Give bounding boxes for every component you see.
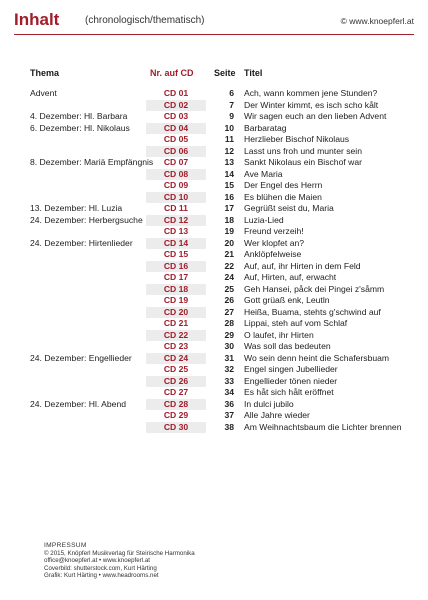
imprint-line: © 2015, Knöpferl Musikverlag für Steirische Harmonika <box>44 549 195 557</box>
row-cd-number: CD 09 <box>163 180 189 190</box>
row-cd-number: CD 07 <box>163 157 189 167</box>
row-page-number: 24 <box>224 272 234 282</box>
row-cd-number: CD 26 <box>146 376 206 388</box>
row-title: Wer klopfet an? <box>244 237 305 248</box>
row-cd-number: CD 02 <box>146 100 206 112</box>
row-page-number: 17 <box>224 203 234 213</box>
row-page-number: 14 <box>224 168 234 179</box>
row-cd-number: CD 10 <box>146 192 206 204</box>
table-row <box>0 192 428 204</box>
row-cd-number: CD 30 <box>146 422 206 434</box>
row-thema: 4. Dezember: Hl. Barbara <box>30 111 128 121</box>
table-row <box>0 203 428 215</box>
row-page-number: 37 <box>224 410 234 420</box>
column-header-titel: Titel <box>244 68 263 78</box>
row-page-number: 13 <box>224 157 234 167</box>
row-cd-number: CD 17 <box>163 272 189 282</box>
table-row <box>0 123 428 135</box>
row-title: Auf, Hirten, auf, erwacht <box>244 272 337 282</box>
table-row <box>0 318 428 330</box>
row-page-number: 30 <box>224 341 234 351</box>
table-row <box>0 111 428 123</box>
row-cd-number: CD 13 <box>163 226 189 236</box>
row-thema: 13. Dezember: Hl. Luzia <box>30 203 123 213</box>
row-thema: 6. Dezember: Hl. Nikolaus <box>30 122 130 133</box>
row-page-number: 34 <box>224 387 234 397</box>
table-row <box>0 295 428 307</box>
table-row <box>0 134 428 146</box>
row-title: Geh Hansei, påck dei Pingei z'såmm <box>244 283 385 294</box>
table-row <box>0 169 428 181</box>
row-page-number: 31 <box>224 352 234 363</box>
page-title: Inhalt <box>14 10 60 29</box>
page-header <box>14 8 414 35</box>
row-title: Sankt Nikolaus ein Bischof war <box>244 157 362 167</box>
table-row <box>0 376 428 388</box>
row-title: Wo sein denn heint die Schafersbuam <box>244 352 390 363</box>
row-cd-number: CD 22 <box>146 330 206 342</box>
row-page-number: 19 <box>224 226 234 236</box>
contents-table <box>0 88 428 433</box>
row-page-number: 36 <box>224 398 234 409</box>
row-title: O laufet, ihr Hirten <box>244 329 314 340</box>
table-row <box>0 146 428 158</box>
row-cd-number: CD 29 <box>163 410 189 420</box>
row-page-number: 18 <box>224 214 234 225</box>
row-cd-number: CD 21 <box>163 318 189 328</box>
row-title: Alle Jahre wieder <box>244 410 310 420</box>
row-title: Engellieder tönen nieder <box>244 375 338 386</box>
table-row <box>0 410 428 422</box>
row-page-number: 21 <box>224 249 234 259</box>
row-cd-number: CD 18 <box>146 284 206 296</box>
table-row <box>0 330 428 342</box>
row-page-number: 33 <box>224 375 234 386</box>
imprint-line: office@knoepferl.at • www.knoepferl.at <box>44 557 151 565</box>
page-subtitle: (chronologisch/thematisch) <box>85 15 205 26</box>
row-cd-number: CD 23 <box>163 341 189 351</box>
row-cd-number: CD 11 <box>164 203 188 213</box>
row-thema: 24. Dezember: Herbergsuche <box>30 214 143 225</box>
imprint <box>44 542 195 580</box>
row-title: Luzia-Lied <box>244 214 284 225</box>
row-cd-number: CD 19 <box>163 295 189 305</box>
row-cd-number: CD 05 <box>163 134 189 144</box>
row-cd-number: CD 12 <box>146 215 206 227</box>
row-page-number: 15 <box>224 180 234 190</box>
row-title: Wir sagen euch an den lieben Advent <box>244 111 387 121</box>
row-cd-number: CD 28 <box>146 399 206 411</box>
row-title: Lippai, steh auf vom Schlaf <box>244 318 348 328</box>
row-page-number: 10 <box>224 122 234 133</box>
row-page-number: 25 <box>224 283 234 294</box>
row-cd-number: CD 06 <box>146 146 206 158</box>
table-row <box>0 422 428 434</box>
table-row <box>0 261 428 273</box>
row-page-number: 7 <box>229 99 234 110</box>
row-thema: 8. Dezember: Mariä Empfängnis <box>30 157 154 167</box>
row-title: Es håt sich hålt eröffnet <box>244 387 334 397</box>
table-row <box>0 88 428 100</box>
row-title: Gott grüaß enk, Leutln <box>244 295 330 305</box>
website-label: © www.knoepferl.at <box>340 16 414 26</box>
table-row <box>0 215 428 227</box>
imprint-title: IMPRESSUM <box>44 542 87 549</box>
column-header-thema: Thema <box>30 68 60 78</box>
row-cd-number: CD 20 <box>146 307 206 319</box>
table-row <box>0 307 428 319</box>
row-page-number: 12 <box>224 145 234 156</box>
row-page-number: 9 <box>229 111 234 121</box>
row-cd-number: CD 08 <box>146 169 206 181</box>
row-cd-number: CD 15 <box>163 249 189 259</box>
row-cd-number: CD 14 <box>146 238 206 250</box>
row-title: Barbaratag <box>244 122 287 133</box>
row-thema: 24. Dezember: Hl. Abend <box>30 398 127 409</box>
row-page-number: 32 <box>224 364 234 374</box>
row-cd-number: CD 27 <box>163 387 189 397</box>
table-row <box>0 341 428 353</box>
row-title: Engel singen Jubellieder <box>244 364 338 374</box>
row-thema: 24. Dezember: Engellieder <box>30 352 132 363</box>
row-cd-number: CD 16 <box>146 261 206 273</box>
row-title: Freund verzeih! <box>244 226 304 236</box>
row-page-number: 26 <box>224 295 234 305</box>
row-cd-number: CD 01 <box>163 88 189 98</box>
row-title: Anklöpfelweise <box>244 249 302 259</box>
row-title: Lasst uns froh und munter sein <box>244 145 362 156</box>
row-title: Ave Maria <box>244 168 283 179</box>
row-page-number: 20 <box>224 237 234 248</box>
row-title: Der Engel des Herrn <box>244 180 323 190</box>
column-header-seite: Seite <box>214 68 236 78</box>
row-page-number: 6 <box>229 88 234 98</box>
table-row <box>0 157 428 169</box>
table-row <box>0 284 428 296</box>
row-title: Herzlieber Bischof Nikolaus <box>244 134 350 144</box>
table-row <box>0 399 428 411</box>
table-row <box>0 387 428 399</box>
row-page-number: 28 <box>224 318 234 328</box>
row-page-number: 16 <box>224 191 234 202</box>
row-title: Heißa, Buama, stehts g'schwind auf <box>244 306 381 317</box>
row-title: In dulci jubilo <box>244 398 294 409</box>
table-row <box>0 180 428 192</box>
row-page-number: 27 <box>224 306 234 317</box>
table-row <box>0 249 428 261</box>
table-row <box>0 364 428 376</box>
row-page-number: 22 <box>224 260 234 271</box>
row-title: Auf, auf, ihr Hirten in dem Feld <box>244 260 361 271</box>
row-cd-number: CD 04 <box>146 123 206 135</box>
table-row <box>0 353 428 365</box>
row-cd-number: CD 24 <box>146 353 206 365</box>
row-title: Gegrüßt seist du, Maria <box>244 203 334 213</box>
row-title: Am Weihnachtsbaum die Lichter brennen <box>244 421 402 432</box>
row-title: Ach, wann kommen jene Stunden? <box>244 88 378 98</box>
row-title: Es blühen die Maien <box>244 191 322 202</box>
column-header-cd: Nr. auf CD <box>150 68 194 78</box>
imprint-line: Coverbild: shutterstock.com, Kurt Härting <box>44 564 157 572</box>
row-title: Der Winter kimmt, es isch scho kålt <box>244 99 379 110</box>
row-page-number: 11 <box>224 134 234 144</box>
table-row <box>0 238 428 250</box>
table-row <box>0 100 428 112</box>
row-page-number: 29 <box>224 329 234 340</box>
row-page-number: 38 <box>224 421 234 432</box>
table-row <box>0 226 428 238</box>
table-row <box>0 272 428 284</box>
row-title: Was soll das bedeuten <box>244 341 331 351</box>
row-thema: Advent <box>30 88 57 98</box>
imprint-line: Grafik: Kurt Härting • www.headrooms.net <box>44 572 159 580</box>
row-thema: 24. Dezember: Hirtenlieder <box>30 237 133 248</box>
row-cd-number: CD 25 <box>163 364 189 374</box>
row-cd-number: CD 03 <box>163 111 189 121</box>
